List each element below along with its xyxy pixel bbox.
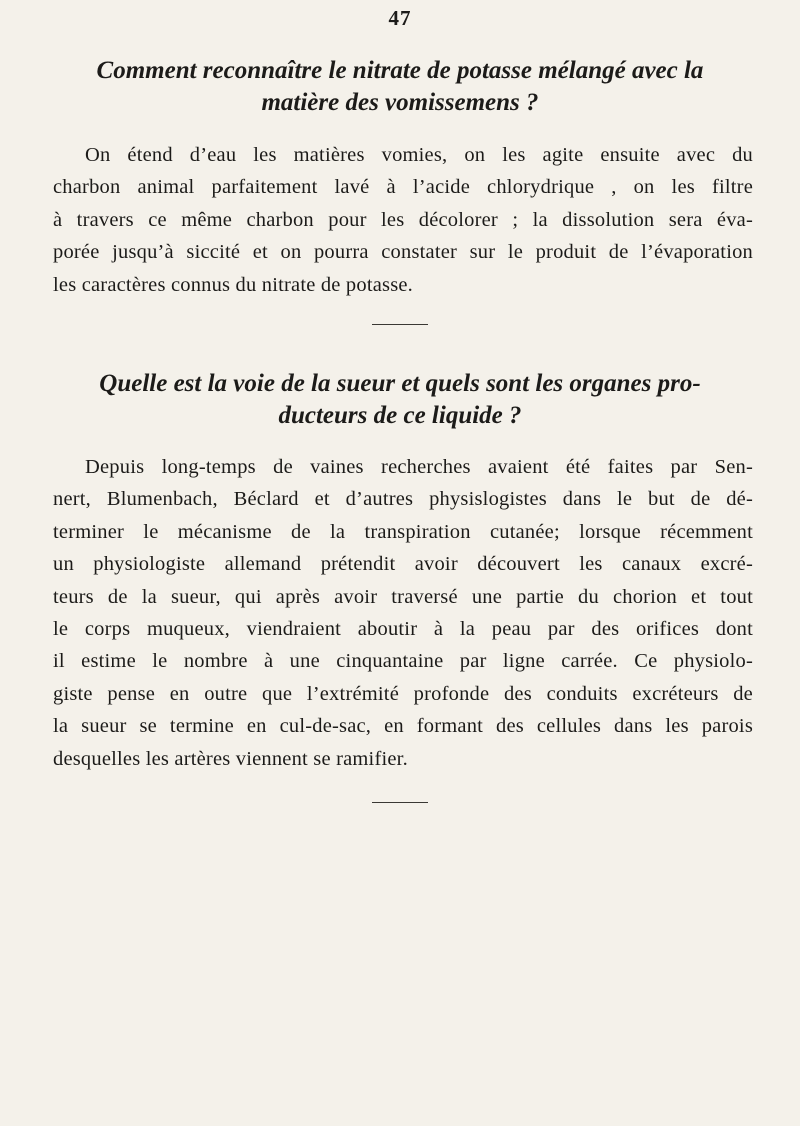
section-1-paragraph xyxy=(53,139,753,301)
paragraph-line: les caractères connus du nitrate de potasse. xyxy=(53,273,414,296)
paragraph-line: desquelles les artères viennent se ramifier. xyxy=(53,747,408,770)
paragraph-line: On étend d’eau les matières vomies, on les agite ensuite avec du xyxy=(85,144,753,166)
paragraph-line: teurs de la sueur, qui après avoir traversé une partie du chorion et tout xyxy=(53,585,753,608)
paragraph-line: charbon animal parfaitement lavé à l’acide chlorydrique , on les filtre xyxy=(53,176,753,199)
end-divider xyxy=(372,802,428,803)
paragraph-line: il estime le nombre à une cinquantaine par ligne carrée. Ce physiolo- xyxy=(53,650,753,673)
section-2-paragraph xyxy=(53,451,753,775)
paragraph-line: le corps muqueux, viendraient aboutir à la peau par des orifices dont xyxy=(53,618,753,641)
paragraph-line: à travers ce même charbon pour les décolorer ; la dissolution sera éva- xyxy=(53,208,753,231)
section-2-heading xyxy=(0,368,800,432)
paragraph-line: terminer le mécanisme de la transpiration cutanée; lorsque récemment xyxy=(53,520,753,543)
paragraph-line: giste pense en outre que l’extrémité profonde des conduits excréteurs de xyxy=(53,682,753,705)
page-number: 47 xyxy=(388,6,412,30)
paragraph-line: la sueur se termine en cul-de-sac, en formant des cellules dans les parois xyxy=(53,715,753,738)
section-divider xyxy=(372,324,428,325)
heading-line: matière des vomissemens ? xyxy=(261,89,539,116)
heading-line: Quelle est la voie de la sueur et quels sont les organes pro- xyxy=(99,370,701,397)
paragraph-line: un physiologiste allemand prétendit avoir découvert les canaux excré- xyxy=(53,553,753,576)
paragraph-line: porée jusqu’à siccité et on pourra constater sur le produit de l’évaporation xyxy=(53,241,753,264)
paragraph-line: nert, Blumenbach, Béclard et d’autres physislogistes dans le but de dé- xyxy=(53,488,753,511)
heading-line: ducteurs de ce liquide ? xyxy=(278,402,522,429)
section-1-heading xyxy=(0,55,800,119)
heading-line: Comment reconnaître le nitrate de potasse mélangé avec la xyxy=(96,57,704,84)
paragraph-line: Depuis long-temps de vaines recherches avaient été faites par Sen- xyxy=(85,456,753,478)
